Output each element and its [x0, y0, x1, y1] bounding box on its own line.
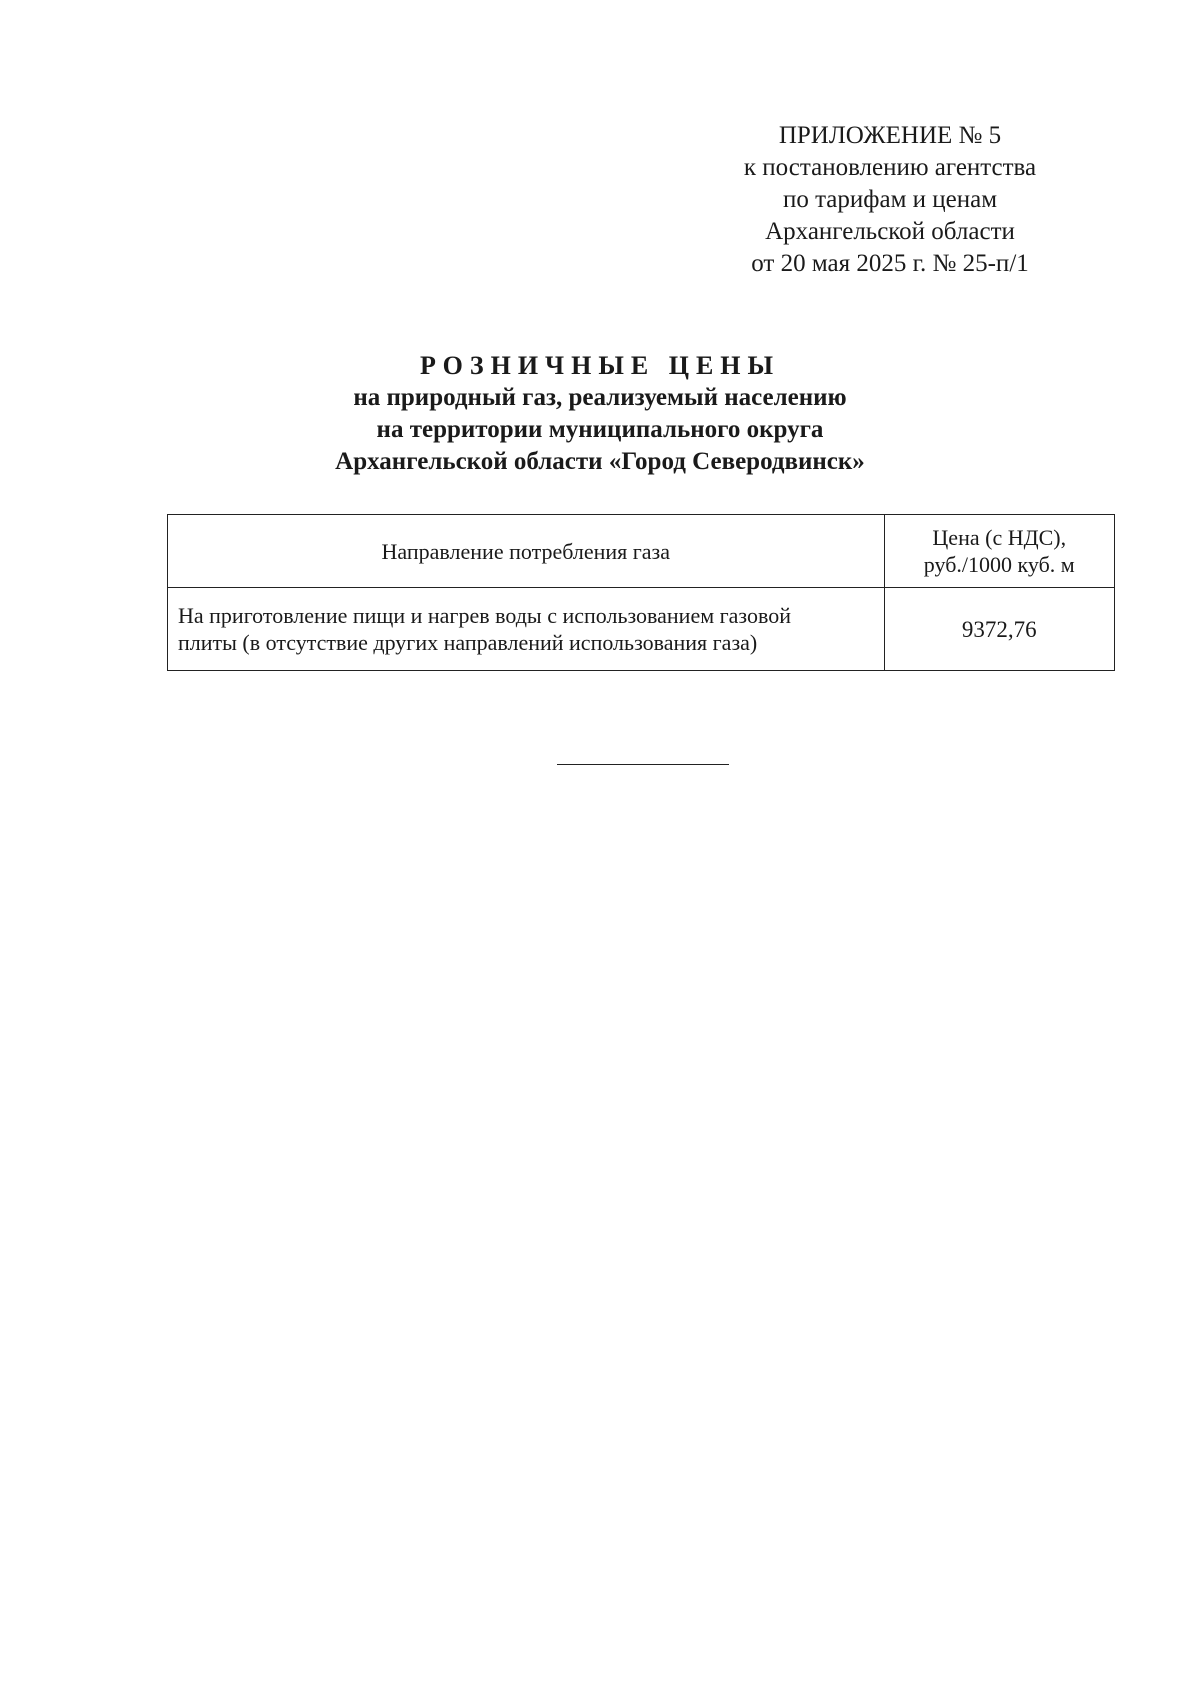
title-line: на природный газ, реализуемый населению	[353, 384, 847, 411]
header-price-line: Цена (с НДС),	[932, 525, 1067, 550]
appendix-line: Архангельской области	[765, 218, 1015, 245]
price-table	[167, 514, 1115, 671]
document-title	[150, 350, 1050, 478]
title-line: на территории муниципального округа	[376, 416, 824, 443]
table-row	[168, 588, 1115, 671]
appendix-line: к постановлению агентства	[743, 154, 1037, 181]
appendix-header	[700, 120, 1080, 280]
appendix-number: ПРИЛОЖЕНИЕ № 5	[778, 122, 1002, 149]
header-price	[884, 515, 1114, 588]
table-header-row	[168, 515, 1115, 588]
header-direction: Направление потребления газа	[168, 515, 885, 588]
appendix-date: от 20 мая 2025 г. № 25-п/1	[751, 250, 1029, 277]
cell-price: 9372,76	[884, 588, 1114, 671]
title-main: РОЗНИЧНЫЕ ЦЕНЫ	[419, 351, 781, 380]
cell-direction	[168, 588, 885, 671]
end-divider	[557, 764, 729, 765]
header-price-unit: руб./1000 куб. м	[923, 552, 1075, 577]
title-line: Архангельской области «Город Северодвинск»	[335, 448, 865, 475]
appendix-line: по тарифам и ценам	[782, 186, 998, 213]
cell-direction-line: На приготовление пищи и нагрев воды с использованием газовой	[178, 603, 792, 628]
cell-direction-line: плиты (в отсутствие других направлений использования газа)	[178, 630, 758, 655]
